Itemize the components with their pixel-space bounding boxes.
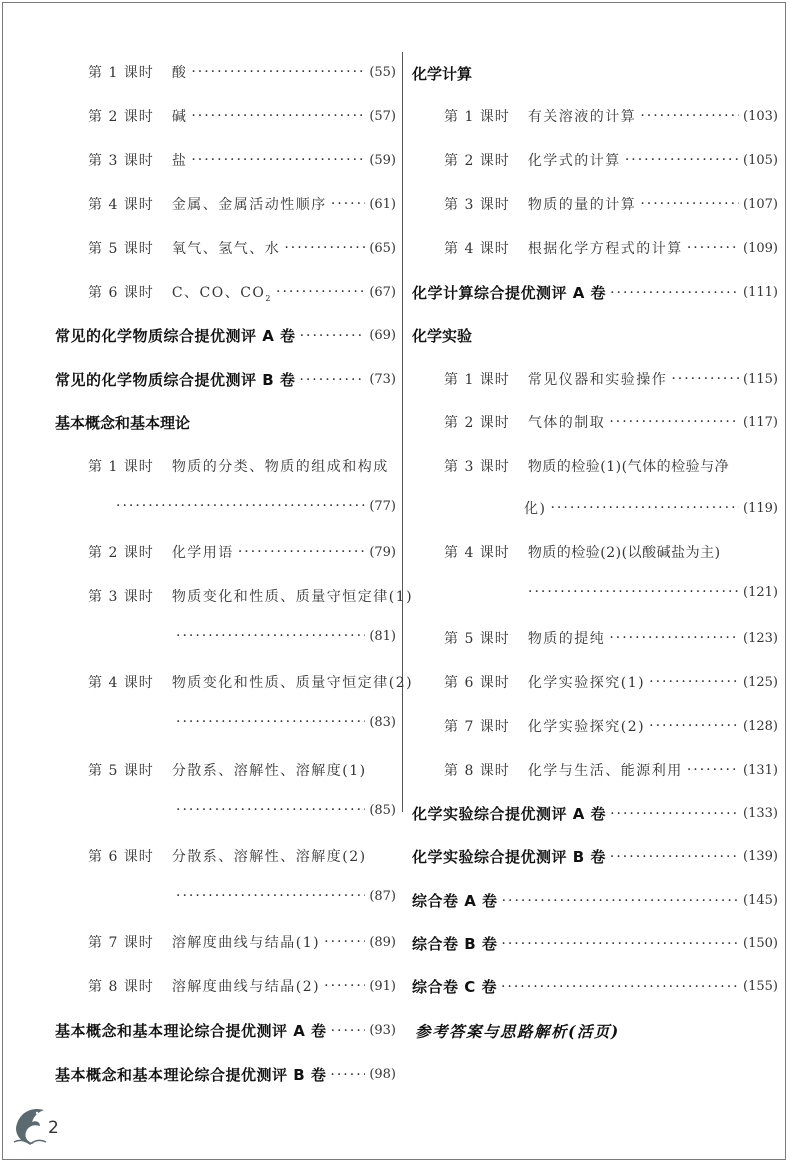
toc-entry[interactable]: 第 4 课时 物质变化和性质、质量守恒定律(2) <box>88 675 414 691</box>
toc-test-entry[interactable]: 常见的化学物质综合提优测评 B 卷 ····· (73) <box>55 369 396 390</box>
toc-test-entry[interactable]: 化学计算综合提优测评 A 卷 ····· (111) <box>412 282 778 303</box>
section-heading: 化学计算 <box>412 65 473 83</box>
toc-entry[interactable]: 第 3 课时 盐 ····· (59) <box>88 150 396 170</box>
toc-final-entry[interactable]: 综合卷 A 卷 ····· (145) <box>412 890 778 911</box>
toc-entry[interactable]: 第 1 课时 酸 ····· (55) <box>88 62 396 82</box>
section-heading: 化学实验 <box>412 327 473 345</box>
column-divider <box>402 52 403 812</box>
toc-entry-continuation: ····· (77) <box>112 498 396 514</box>
toc-entry[interactable]: 第 1 课时 有关溶液的计算 ····· (103) <box>444 106 778 126</box>
toc-test-entry[interactable]: 化学实验综合提优测评 A 卷 ····· (133) <box>412 803 778 824</box>
toc-entry[interactable]: 第 2 课时 化学式的计算 ····· (105) <box>444 150 778 170</box>
toc-entry-continuation: ····· (121) <box>524 584 778 600</box>
toc-final-entry[interactable]: 综合卷 C 卷 ····· (155) <box>412 976 778 997</box>
toc-test-entry[interactable]: 基本概念和基本理论综合提优测评 A 卷 ····· (93) <box>55 1020 396 1041</box>
toc-entry[interactable]: 第 7 课时 化学实验探究(2) ····· (128) <box>444 716 778 736</box>
answers-heading[interactable]: 参考答案与思路解析(活页) <box>415 1022 620 1041</box>
toc-entry[interactable]: 第 4 课时 金属、金属活动性顺序 ····· (61) <box>88 194 396 214</box>
toc-entry[interactable]: 第 7 课时 溶解度曲线与结晶(1) ····· (89) <box>88 932 396 952</box>
toc-entry-continuation: ····· (83) <box>172 714 396 730</box>
toc-entry[interactable]: 第 3 课时 物质的检验(1)(气体的检验与净 <box>444 459 730 475</box>
toc-final-entry[interactable]: 综合卷 B 卷 ····· (150) <box>412 933 778 954</box>
toc-entry-continuation: ····· (87) <box>172 888 396 904</box>
toc-entry[interactable]: 第 2 课时 气体的制取 ····· (117) <box>444 412 778 432</box>
toc-entry[interactable]: 第 8 课时 化学与生活、能源利用 ····· (131) <box>444 760 778 780</box>
toc-entry-continuation: 化) ····· (119) <box>524 498 778 518</box>
section-heading: 基本概念和基本理论 <box>55 414 191 432</box>
toc-entry[interactable]: 第 4 课时 物质的检验(2)(以酸碱盐为主) <box>444 545 721 561</box>
toc-test-entry[interactable]: 化学实验综合提优测评 B 卷 ····· (139) <box>412 846 778 867</box>
toc-entry-continuation: ····· (81) <box>172 628 396 644</box>
toc-entry[interactable]: 第 5 课时 物质的提纯 ····· (123) <box>444 628 778 648</box>
page-number: 2 <box>48 1118 59 1138</box>
toc-entry[interactable]: 第 5 课时 分散系、溶解性、溶解度(1) <box>88 763 367 779</box>
toc-test-entry[interactable]: 基本概念和基本理论综合提优测评 B 卷 ····· (98) <box>55 1064 396 1085</box>
toc-entry[interactable]: 第 3 课时 物质的量的计算 ····· (107) <box>444 194 778 214</box>
dolphin-icon <box>10 1098 50 1148</box>
toc-entry[interactable]: 第 3 课时 物质变化和性质、质量守恒定律(1) <box>88 589 414 605</box>
toc-entry[interactable]: 第 2 课时 碱 ····· (57) <box>88 106 396 126</box>
toc-entry[interactable]: 第 6 课时 化学实验探究(1) ····· (125) <box>444 672 778 692</box>
toc-entry[interactable]: 第 2 课时 化学用语 ····· (79) <box>88 542 396 562</box>
toc-entry[interactable]: 第 8 课时 溶解度曲线与结晶(2) ····· (91) <box>88 976 396 996</box>
toc-entry-continuation: ····· (85) <box>172 802 396 818</box>
toc-test-entry[interactable]: 常见的化学物质综合提优测评 A 卷 ····· (69) <box>55 325 396 346</box>
toc-entry[interactable]: 第 5 课时 氧气、氢气、水 ····· (65) <box>88 238 396 258</box>
toc-entry[interactable]: 第 1 课时 常见仪器和实验操作 ····· (115) <box>444 369 778 389</box>
toc-entry[interactable]: 第 6 课时 C、CO、$CO_2$ ····· (67) <box>88 282 396 303</box>
toc-entry[interactable]: 第 4 课时 根据化学方程式的计算 ····· (109) <box>444 238 778 258</box>
toc-entry[interactable]: 第 1 课时 物质的分类、物质的组成和构成 <box>88 459 389 475</box>
toc-entry[interactable]: 第 6 课时 分散系、溶解性、溶解度(2) <box>88 849 367 865</box>
